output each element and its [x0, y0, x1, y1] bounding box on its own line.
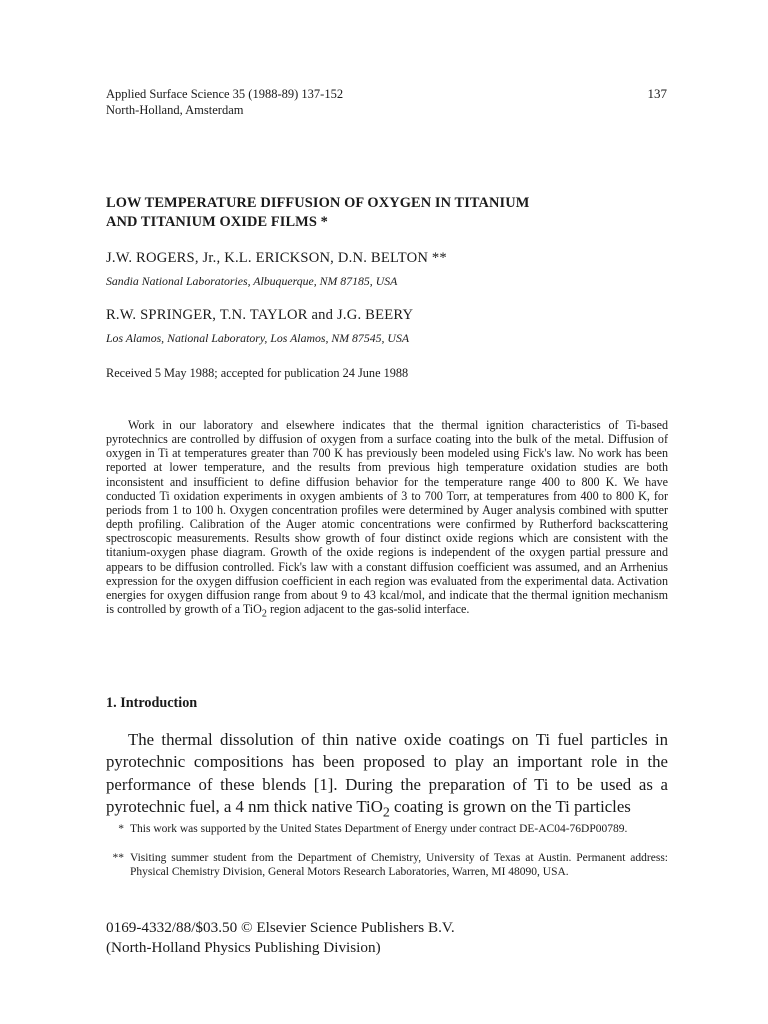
authors-group-2: R.W. SPRINGER, T.N. TAYLOR and J.G. BEERY	[106, 307, 414, 323]
intro-subscript: 2	[382, 805, 390, 821]
footnote-1	[106, 822, 668, 836]
title-line-1: LOW TEMPERATURE DIFFUSION OF OXYGEN IN TITANIUM	[106, 195, 530, 211]
abstract	[106, 418, 668, 622]
intro-text-end: coating is grown on the Ti particles	[389, 796, 631, 816]
footnote-text: Visiting summer student from the Department of Chemistry, University of Texas at Austin. Permanent address: Physical Chemistry Division, General Motors Research Laboratories, Warren, MI 48090, USA.	[130, 852, 668, 879]
abstract-text-end: region adjacent to the gas-solid interface.	[266, 602, 470, 617]
introduction-paragraph	[106, 729, 668, 825]
authors-group-1: J.W. ROGERS, Jr., K.L. ERICKSON, D.N. BELTON **	[106, 250, 447, 266]
affiliation-group-1: Sandia National Laboratories, Albuquerque, NM 87185, USA	[106, 274, 398, 288]
intro-text: The thermal dissolution of thin native oxide coatings on Ti fuel particles in pyrotechnic compositions has been proposed to play an important role in the performance of these blends [1]. During the preparation of Ti to be used as a pyrotechnic fuel, a 4 nm thick native TiO	[106, 730, 668, 816]
journal-name: Applied Surface Science 35 (1988-89) 137-152	[106, 87, 344, 101]
footnote-text: This work was supported by the United States Department of Energy under contract DE-AC04-76DP00789.	[130, 823, 628, 835]
page-number: 137	[647, 86, 667, 101]
publisher: North-Holland, Amsterdam	[106, 103, 244, 117]
paper-title	[106, 194, 666, 232]
footnote-mark: **	[112, 852, 124, 864]
copyright-line-2: (North-Holland Physics Publishing Division)	[106, 939, 381, 956]
title-line-2: AND TITANIUM OXIDE FILMS *	[106, 214, 328, 230]
received-dates: Received 5 May 1988; accepted for publication 24 June 1988	[106, 366, 409, 380]
copyright-notice	[106, 918, 455, 958]
affiliation-group-2: Los Alamos, National Laboratory, Los Alamos, NM 87545, USA	[106, 331, 410, 345]
abstract-subscript: 2	[261, 608, 267, 620]
footnote-2	[106, 851, 668, 879]
abstract-text: Work in our laboratory and elsewhere indicates that the thermal ignition characteristics of Ti-based pyrotechnics are controlled by diffusion of oxygen from a surface coating into the bulk of the metal. Diffusion of oxygen in Ti at temperatures greater than 700 K has previously been modeled using Fick's law. No work has been reported at lower temperature, and the results from previous high temperature oxidation studies are both inconsistent and insufficient to define diffusion behavior for the temperature range 400 to 800 K. We have conducted Ti oxidation experiments in oxygen ambients of 3 to 700 Torr, at temperatures from 400 to 800 K, for periods from 1 to 100 h. Oxygen concentration profiles were determined by Auger analysis combined with sputter depth profiling. Calibration of the Auger atomic concentrations were confirmed by Rutherford backscattering spectroscopic measurements. Results show growth of four distinct oxide regions which are consistent with the titanium-oxygen phase diagram. Growth of the oxide regions is independent of the oxygen partial pressure and appears to be diffusion controlled. Fick's law with a constant diffusion coefficient was assumed, and an Arrhenius expression for the oxygen diffusion coefficient in each region was evaluated from the experimental data. Activation energies for oxygen diffusion range from about 9 to 43 kcal/mol, and indicate that the thermal ignition mechanism is controlled by growth of a TiO	[106, 418, 668, 617]
section-heading-introduction: 1. Introduction	[106, 695, 198, 711]
journal-citation	[106, 86, 343, 118]
footnote-mark: *	[118, 823, 124, 835]
copyright-line-1: 0169-4332/88/$03.50 © Elsevier Science Publishers B.V.	[106, 919, 455, 936]
